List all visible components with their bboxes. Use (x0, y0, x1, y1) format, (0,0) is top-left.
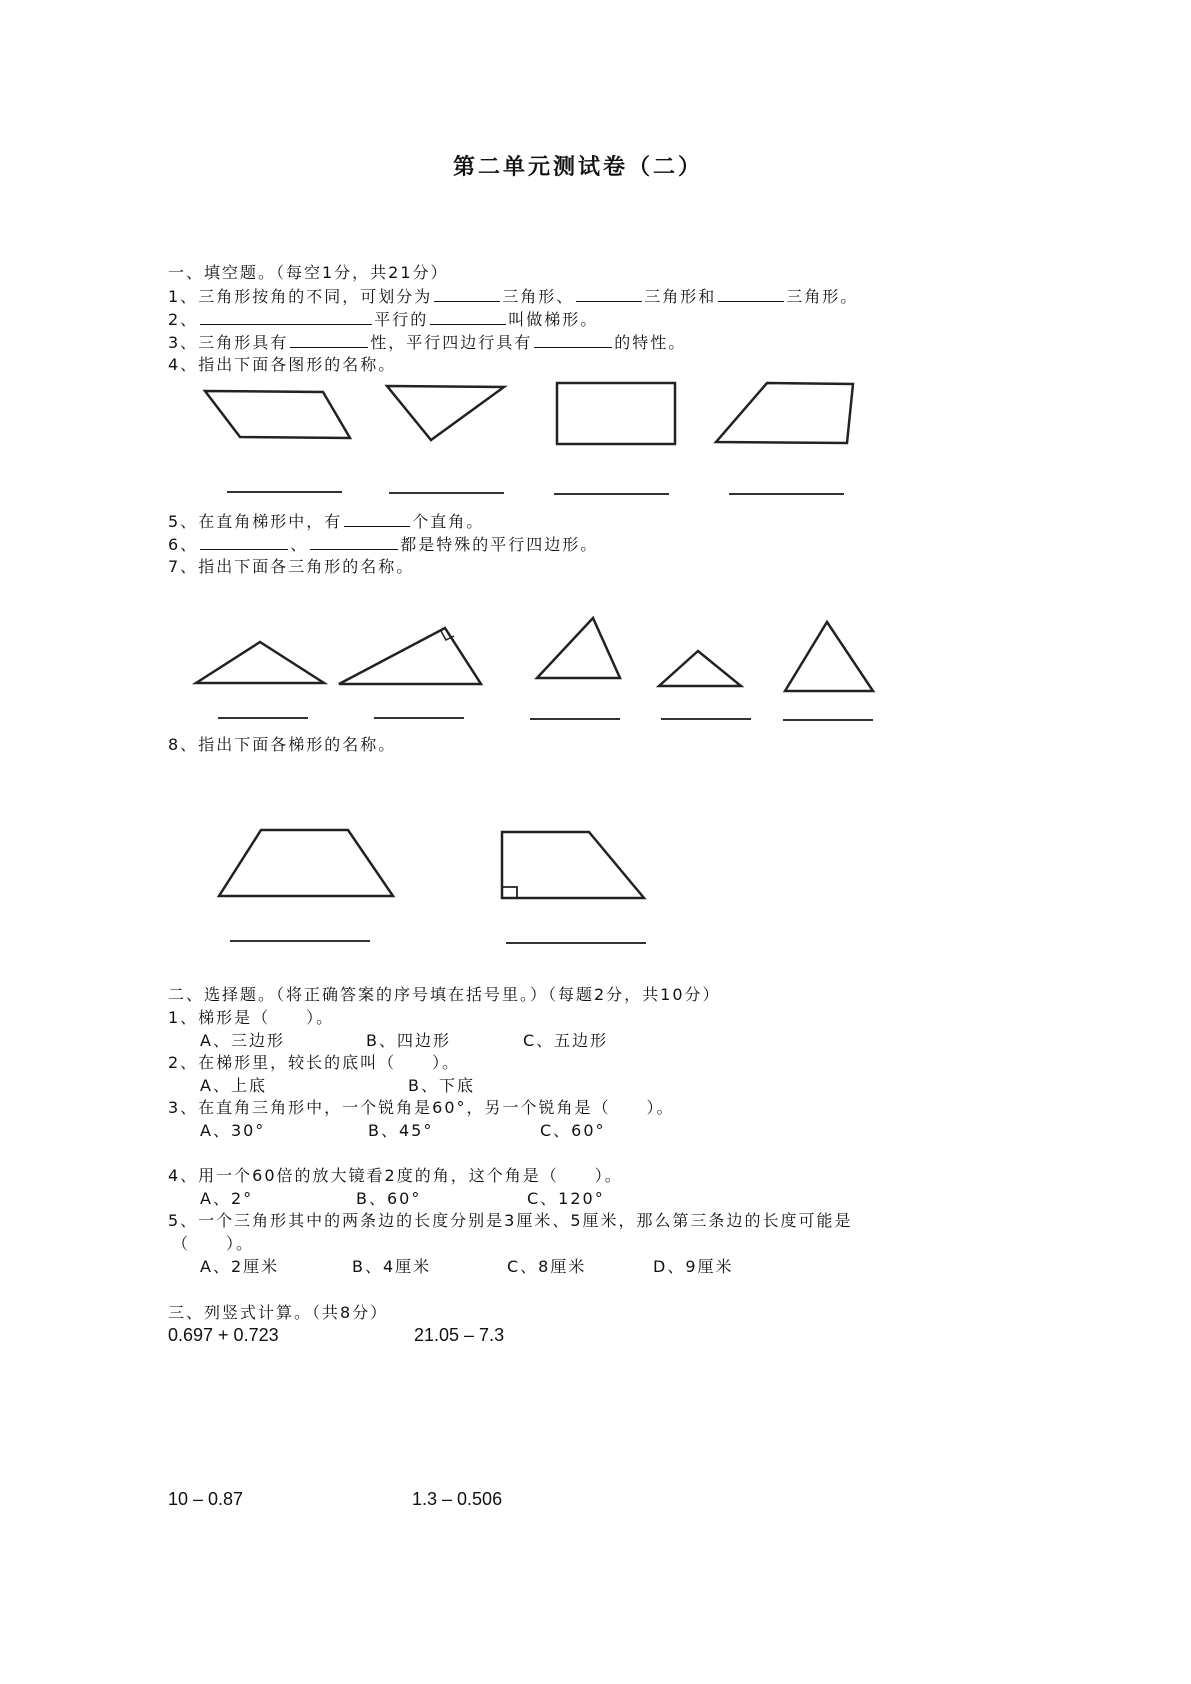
calc-problem-3: 10 – 0.87 (168, 1489, 244, 1509)
q-number: 2、 (168, 310, 199, 329)
q-text: 性，平行四边行具有 (370, 333, 533, 352)
answer-line-trapezoid1[interactable] (230, 940, 370, 942)
mc-question-4-stem: 4、用一个60倍的放大镜看2度的角，这个角是（ ）。 (168, 1166, 623, 1185)
q-number: 8、 (168, 735, 199, 754)
q-text: 三角形和 (644, 287, 717, 306)
calc-problem-2: 21.05 – 7.3 (414, 1325, 505, 1345)
q-number: 7、 (168, 557, 199, 576)
mc-q5-option-b[interactable]: B、4厘米 (352, 1257, 432, 1276)
q-text: 叫做梯形。 (508, 310, 599, 329)
q-text: 三角形。 (786, 287, 859, 306)
q-number: 5、 (168, 512, 199, 531)
q-number: 3、 (168, 333, 199, 352)
mc-q5-option-c[interactable]: C、8厘米 (507, 1257, 587, 1276)
q-text: 都是特殊的平行四边形。 (400, 535, 599, 554)
mc-q4-option-b[interactable]: B、60° (356, 1189, 422, 1208)
mc-q3-option-b[interactable]: B、45° (368, 1121, 434, 1140)
mc-q1-option-b[interactable]: B、四边形 (366, 1031, 451, 1050)
q-text: 三角形按角的不同，可划分为 (198, 287, 433, 306)
q-text: 在直角梯形中，有 (198, 512, 343, 531)
mc-question-5-stem-cont: （ ）。 (172, 1234, 255, 1253)
isosceles-trapezoid-shape (219, 830, 393, 896)
mc-q1-option-c[interactable]: C、五边形 (523, 1031, 609, 1050)
q-text: 平行的 (374, 310, 429, 329)
mc-q3-option-c[interactable]: C、60° (540, 1121, 606, 1140)
section1-heading: 一、填空题。（每空1分，共21分） (168, 263, 449, 282)
section2-heading: 二、选择题。（将正确答案的序号填在括号里。）（每题2分，共10分） (168, 985, 721, 1004)
mc-question-3-stem: 3、在直角三角形中，一个锐角是60°，另一个锐角是（ ）。 (168, 1098, 675, 1117)
page-title: 第二单元测试卷（二） (453, 154, 704, 180)
mc-q2-option-b[interactable]: B、下底 (408, 1076, 475, 1095)
mc-q5-option-d[interactable]: D、9厘米 (653, 1257, 734, 1276)
q-text: 个直角。 (412, 512, 485, 531)
mc-q1-option-a[interactable]: A、三边形 (200, 1031, 285, 1050)
section3-heading: 三、列竖式计算。（共8分） (168, 1303, 389, 1322)
q-text: 指出下面各图形的名称。 (198, 355, 397, 374)
q-number: 6、 (168, 535, 199, 554)
q-text: 指出下面各三角形的名称。 (198, 557, 415, 576)
mc-q5-option-a[interactable]: A、2厘米 (200, 1257, 280, 1276)
calc-problem-4: 1.3 – 0.506 (412, 1489, 503, 1509)
q-number: 4、 (168, 355, 199, 374)
answer-line-trapezoid2[interactable] (506, 942, 646, 944)
mc-q4-option-a[interactable]: A、2° (200, 1189, 254, 1208)
q-text: 的特性。 (614, 333, 687, 352)
right-angle-marker (502, 887, 517, 898)
calc-problem-1: 0.697 + 0.723 (168, 1325, 279, 1345)
mc-question-1-stem: 1、梯形是（ ）。 (168, 1008, 335, 1027)
q-number: 1、 (168, 287, 199, 306)
mc-q3-option-a[interactable]: A、30° (200, 1121, 266, 1140)
mc-question-2-stem: 2、在梯形里，较长的底叫（ ）。 (168, 1053, 461, 1072)
q-text: 三角形、 (502, 287, 575, 306)
mc-q2-option-a[interactable]: A、上底 (200, 1076, 267, 1095)
q-text: 、 (290, 535, 309, 554)
q-text: 三角形具有 (198, 333, 289, 352)
mc-question-5-stem: 5、一个三角形其中的两条边的长度分别是3厘米、5厘米，那么第三条边的长度可能是 (168, 1211, 853, 1230)
mc-q4-option-c[interactable]: C、120° (527, 1189, 605, 1208)
q-text: 指出下面各梯形的名称。 (198, 735, 397, 754)
right-trapezoid-shape (502, 832, 644, 898)
